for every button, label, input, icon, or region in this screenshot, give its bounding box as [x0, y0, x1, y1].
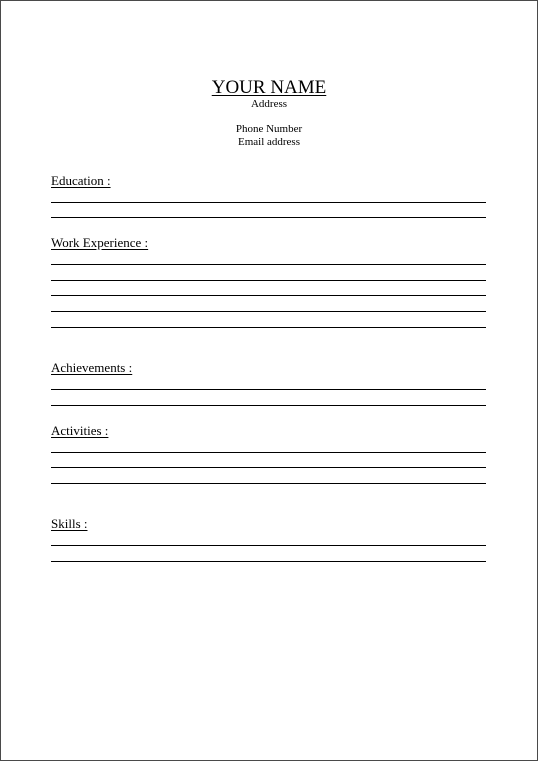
resume-name-heading — [1, 77, 537, 99]
activities-line — [51, 467, 486, 468]
work-experience-line — [51, 295, 486, 296]
work-experience-line — [51, 280, 486, 281]
address-line: Address — [250, 98, 288, 110]
email-line: Email address — [237, 136, 300, 148]
achievements-line — [51, 405, 486, 406]
achievements-heading: Achievements : — [51, 360, 133, 375]
name-text: YOUR NAME — [211, 77, 327, 98]
activities-line — [51, 483, 486, 484]
achievements-line — [51, 389, 486, 390]
education-line — [51, 217, 486, 218]
skills-line — [51, 545, 486, 546]
work-experience-line — [51, 327, 486, 328]
education-heading: Education : — [51, 173, 111, 188]
work-experience-line — [51, 264, 486, 265]
work-experience-line — [51, 311, 486, 312]
phone-line: Phone Number — [235, 123, 303, 135]
education-line — [51, 202, 486, 203]
activities-heading: Activities : — [51, 423, 109, 438]
activities-line — [51, 452, 486, 453]
work-experience-heading: Work Experience : — [51, 235, 149, 250]
skills-heading: Skills : — [51, 516, 88, 531]
skills-line — [51, 561, 486, 562]
